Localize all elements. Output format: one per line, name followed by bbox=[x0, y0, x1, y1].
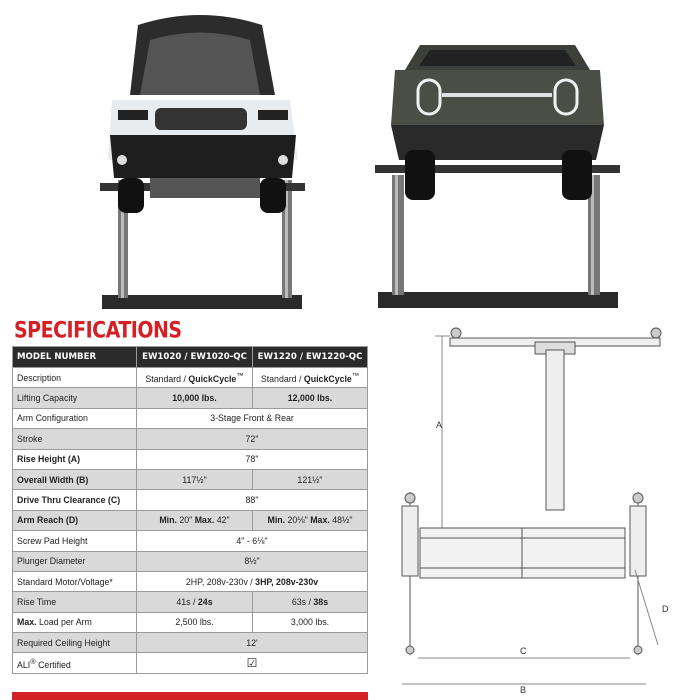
row-label: ALI® Certified bbox=[13, 653, 137, 673]
row-label: Required Ceiling Height bbox=[13, 633, 137, 653]
row-value: 63s / 38s bbox=[253, 592, 368, 612]
row-label: Standard Motor/Voltage* bbox=[13, 571, 137, 591]
row-value: 12,000 lbs. bbox=[253, 388, 368, 408]
footer-accent-bar bbox=[12, 692, 368, 700]
header-ew1020: EW1020 / EW1020-QC bbox=[137, 347, 253, 368]
row-value: 2,500 lbs. bbox=[137, 612, 253, 632]
table-row bbox=[13, 429, 368, 449]
row-label: Rise Height (A) bbox=[13, 449, 137, 469]
row-value: 2HP, 208v-230v / 3HP, 208v-230v bbox=[137, 571, 368, 591]
table-row bbox=[13, 633, 368, 653]
table-row bbox=[13, 653, 368, 673]
lift-dimension-diagram bbox=[380, 320, 700, 700]
row-value: 121½" bbox=[253, 469, 368, 489]
table-row bbox=[13, 571, 368, 591]
table-row bbox=[13, 531, 368, 551]
row-value: 10,000 lbs. bbox=[137, 388, 253, 408]
row-value: 3,000 lbs. bbox=[253, 612, 368, 632]
row-value: 4" - 6⅛" bbox=[137, 531, 368, 551]
table-row bbox=[13, 612, 368, 632]
row-value: Standard / QuickCycle™ bbox=[137, 368, 253, 388]
row-label: Stroke bbox=[13, 429, 137, 449]
row-value: Min. 20⅛" Max. 48½" bbox=[253, 510, 368, 530]
table-row bbox=[13, 510, 368, 530]
table-row bbox=[13, 490, 368, 510]
row-value: 88" bbox=[137, 490, 368, 510]
specifications-table bbox=[12, 346, 368, 674]
row-label: Screw Pad Height bbox=[13, 531, 137, 551]
header-model-number: MODEL NUMBER bbox=[13, 347, 137, 368]
dimension-c-label: C bbox=[520, 646, 527, 656]
suv-on-lift-photo bbox=[0, 0, 350, 320]
row-value: 117½" bbox=[137, 469, 253, 489]
row-label: Arm Configuration bbox=[13, 408, 137, 428]
row-value: 72" bbox=[137, 429, 368, 449]
header-ew1220: EW1220 / EW1220-QC bbox=[253, 347, 368, 368]
row-value: 78" bbox=[137, 449, 368, 469]
row-value: 8½" bbox=[137, 551, 368, 571]
row-label: Overall Width (B) bbox=[13, 469, 137, 489]
table-row bbox=[13, 449, 368, 469]
row-value: Min. 20" Max. 42" bbox=[137, 510, 253, 530]
row-label: Plunger Diameter bbox=[13, 551, 137, 571]
table-row bbox=[13, 388, 368, 408]
table-row bbox=[13, 551, 368, 571]
row-label: Rise Time bbox=[13, 592, 137, 612]
table-header-row bbox=[13, 347, 368, 368]
checkbox-icon: ☑ bbox=[137, 653, 368, 673]
row-label: Arm Reach (D) bbox=[13, 510, 137, 530]
dimension-d-label: D bbox=[662, 604, 669, 614]
dimension-b-label: B bbox=[520, 685, 527, 695]
table-row bbox=[13, 469, 368, 489]
table-row bbox=[13, 592, 368, 612]
table-row bbox=[13, 408, 368, 428]
truck-on-lift-photo bbox=[350, 0, 700, 320]
row-value: Standard / QuickCycle™ bbox=[253, 368, 368, 388]
row-label: Drive Thru Clearance (C) bbox=[13, 490, 137, 510]
specifications-title: SPECIFICATIONS bbox=[14, 318, 182, 344]
row-value: 41s / 24s bbox=[137, 592, 253, 612]
row-label: Lifting Capacity bbox=[13, 388, 137, 408]
dimension-a-label: A bbox=[436, 420, 443, 430]
table-row bbox=[13, 368, 368, 388]
row-label: Max. Load per Arm bbox=[13, 612, 137, 632]
row-value: 12' bbox=[137, 633, 368, 653]
row-label: Description bbox=[13, 368, 137, 388]
row-value: 3-Stage Front & Rear bbox=[137, 408, 368, 428]
